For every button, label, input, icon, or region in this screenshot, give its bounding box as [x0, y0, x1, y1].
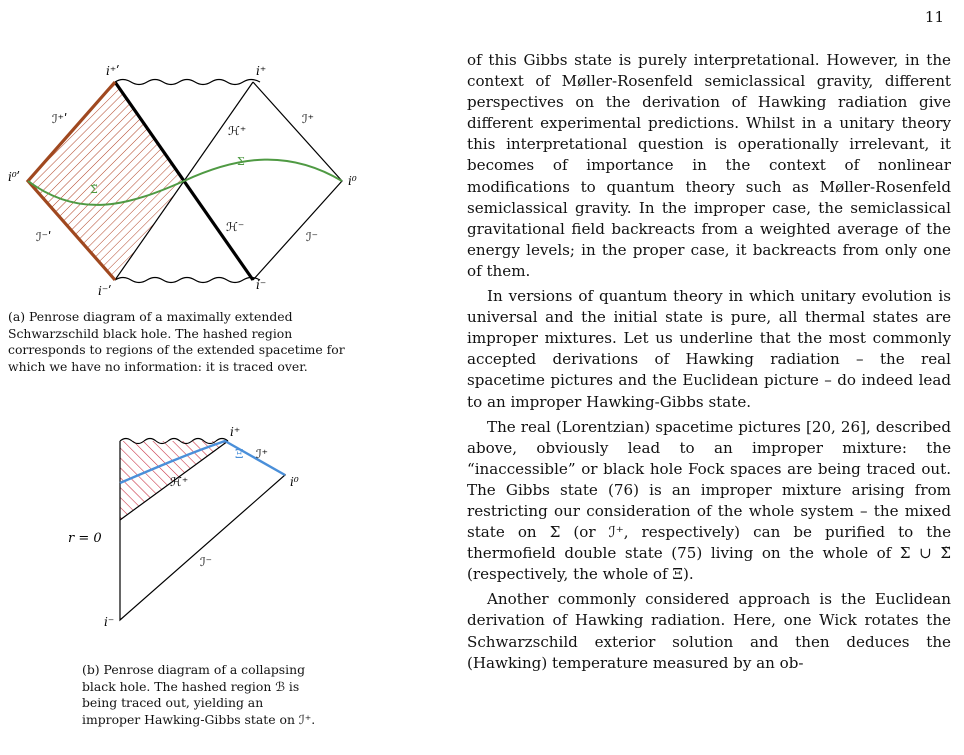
- page-number: 11: [924, 8, 944, 26]
- label-scri-plus: ℐ⁺: [302, 112, 314, 126]
- label-b-r0: r = 0: [68, 531, 102, 546]
- label-i-minus: i⁻: [256, 278, 267, 292]
- label-b-i0: i⁰: [290, 475, 299, 489]
- penrose-diagram-extended: [0, 55, 380, 305]
- label-b-scri-plus: ℐ⁺: [256, 447, 268, 461]
- label-scri-plus-prime: ℐ⁺ʹ: [52, 112, 68, 126]
- label-i-minus-prime: i⁻ʹ: [98, 284, 112, 298]
- future-singularity: [115, 80, 260, 85]
- label-scri-minus-prime: ℐ⁻ʹ: [36, 230, 52, 244]
- paragraph-2: In versions of quantum theory in which unitary evolution is universal and the initial state is pure, all thermal states are improper mixtures. Let us underline that the most commonly accepted derivations of Hawking radiation – the real spacetime pictures and the Euclidean picture – do indeed lead to an improper Hawking-Gibbs state.: [467, 287, 951, 411]
- label-b-xi: Ξ: [235, 447, 244, 461]
- label-b-i-plus: i⁺: [230, 425, 241, 439]
- label-sigma: Σ: [237, 155, 245, 168]
- label-b-scri-minus: ℐ⁻: [200, 555, 212, 569]
- label-i0-prime: i⁰ʹ: [8, 170, 20, 184]
- paragraph-4: Another commonly considered approach is the Euclidean derivation of Hawking radiation. Here, one Wick rotates the Schwarzschild exterior solution and then deduces the (Hawking) temperature measured by an ob-: [467, 590, 951, 672]
- right-exterior-boundary: [253, 82, 342, 280]
- paragraph-1: of this Gibbs state is purely interpretational. However, in the context of Møller-Rosenfeld semiclassical gravity, different perspectives on the derivation of Hawking radiation give different experimental predictions. Whilst in a unitary theory this interpretational question is operationally irrelevant, it becomes of importance in the context of nonlinear modifications to quantum theory such as Møller-Rosenfeld semiclassical gravity. In the improper case, the semiclassical gravitational field backreacts from a weighted average of the energy levels; in the proper case, it backreacts from only one of them.: [467, 51, 951, 280]
- label-i-plus-prime: i⁺ʹ: [106, 64, 120, 78]
- label-i-plus: i⁺: [256, 64, 267, 78]
- label-b-horizon-plus: ℋ⁺: [170, 475, 189, 489]
- label-scri-minus: ℐ⁻: [306, 230, 318, 244]
- paragraph-3: The real (Lorentzian) spacetime pictures [20, 26], described above, obviously lead to an improper mixture: the “inaccessible” or black hole Fock spaces are being traced out. The Gibbs state (76) is an improper mixture arising from restricting our consideration of the whole system – the mixed state on Σ (or ℐ⁺, respectively) can be purified to the thermofield double state (75) living on the whole of Σ ∪ Σ̃ (respectively, the whole of Ξ).: [467, 417, 951, 584]
- label-horizon-plus: ℋ⁺: [228, 124, 247, 138]
- penrose-diagram-collapse: [60, 398, 340, 638]
- body-text: [467, 50, 951, 678]
- label-horizon-minus: ℋ⁻: [226, 220, 245, 234]
- figure-b-caption: (b) Penrose diagram of a collapsing black hole. The hashed region ℬ is being traced out, yielding an improper Hawking-Gibbs state on ℐ⁺.: [82, 662, 316, 727]
- figure-a-caption: (a) Penrose diagram of a maximally extended Schwarzschild black hole. The hashed region corresponds to regions of the extended spacetime for which we have no information: it is traced over.: [8, 309, 345, 374]
- label-i0: i⁰: [348, 174, 357, 188]
- label-sigma-tilde: Σ̃: [90, 183, 98, 196]
- label-b-i-minus: i⁻: [104, 615, 115, 629]
- past-singularity: [115, 278, 260, 283]
